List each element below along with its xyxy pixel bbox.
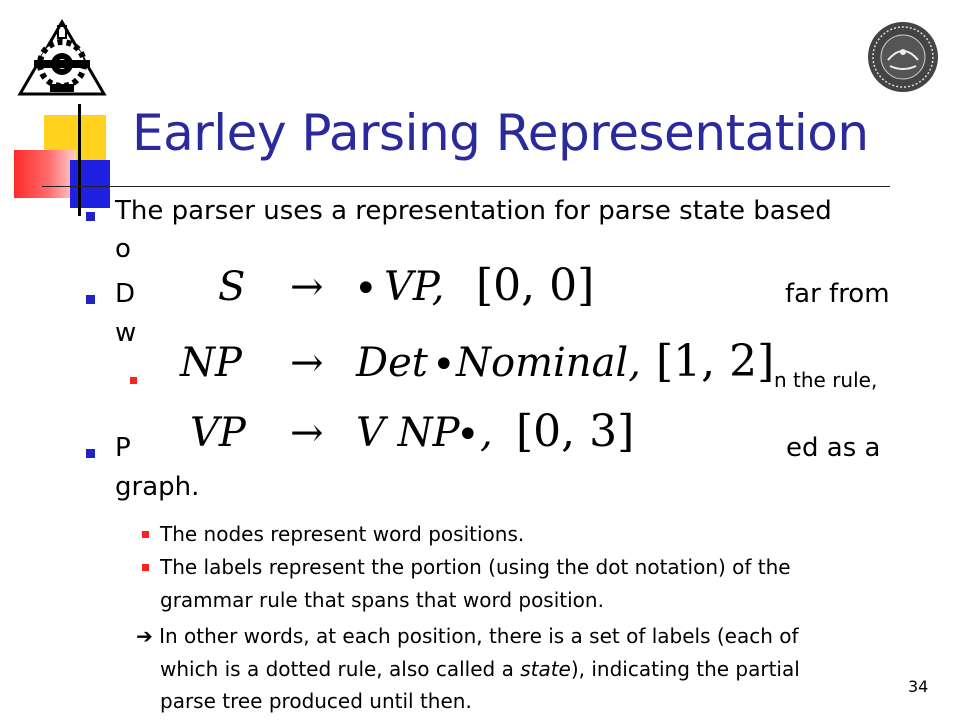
slide-title: Earley Parsing Representation [132, 104, 869, 162]
rule-lhs: NP [180, 340, 242, 386]
decor-blue-square [70, 160, 110, 208]
rule-lhs: S [218, 264, 246, 310]
rule-dot: • [456, 412, 480, 458]
sub-bullet-text: The labels represent the portion (using the dot notation) of the [160, 555, 791, 579]
rule-span: [0, 0] [476, 260, 595, 311]
rule-arrow: → [290, 264, 324, 310]
sub-bullet-text: The nodes represent word positions. [160, 522, 525, 546]
rule-rhs-before: Det [356, 340, 428, 386]
gear-logo [14, 18, 110, 98]
rule-rhs-after: VP, [384, 264, 445, 310]
decor-vertical-line [78, 104, 81, 216]
arrow-note-line: parse tree produced until then. [160, 689, 472, 713]
bullet-text: D [115, 279, 136, 309]
bullet-marker [86, 295, 95, 304]
bullet-text-cont: graph. [115, 472, 200, 502]
bullet-text: The parser uses a representation for parse state based [115, 196, 832, 226]
arrow-note-line [160, 657, 800, 681]
dotted-rule-row [170, 260, 755, 324]
arrow-note-text: ), indicating the partial [570, 657, 800, 681]
sub-bullet-text-right: n the rule, [774, 368, 878, 392]
bullet-text-right: ed as a [786, 433, 881, 463]
sub-bullet-marker [142, 564, 149, 571]
rule-rhs-before: V NP [356, 410, 460, 456]
bullet-text-cont: w [115, 318, 137, 348]
bullet-text-right: far from [785, 279, 890, 309]
rule-dot: • [432, 342, 456, 388]
arrow-note-emphasis: state [520, 657, 571, 681]
dotted-rule-row [170, 336, 775, 400]
rule-rhs-after: Nominal, [456, 340, 641, 386]
decor-red-square [14, 150, 76, 198]
rule-span: [0, 3] [516, 406, 635, 457]
dotted-rules-overlay [170, 250, 775, 470]
sub-bullet-text-cont: grammar rule that spans that word position. [160, 588, 604, 612]
arrow-note-text: which is a dotted rule, also called a [160, 657, 521, 681]
rule-span: [1, 2] [656, 336, 775, 387]
rule-arrow: → [290, 410, 324, 456]
dotted-rule-row [170, 406, 755, 470]
university-seal [866, 20, 940, 94]
bullet-text: P [115, 433, 131, 463]
rule-lhs: VP [190, 410, 246, 456]
page-number: 34 [908, 677, 929, 696]
title-underline [42, 186, 890, 187]
bullet-text-cont: o [115, 234, 131, 264]
bullet-marker [86, 449, 95, 458]
sub-bullet-marker [130, 377, 137, 384]
bullet-marker [86, 212, 95, 221]
sub-bullet-marker [142, 531, 149, 538]
rule-rhs-after: , [480, 410, 493, 456]
rule-dot: • [354, 266, 378, 312]
arrow-note-line: ➔ In other words, at each position, there is a set of labels (each of [136, 624, 799, 648]
rule-arrow: → [290, 340, 324, 386]
